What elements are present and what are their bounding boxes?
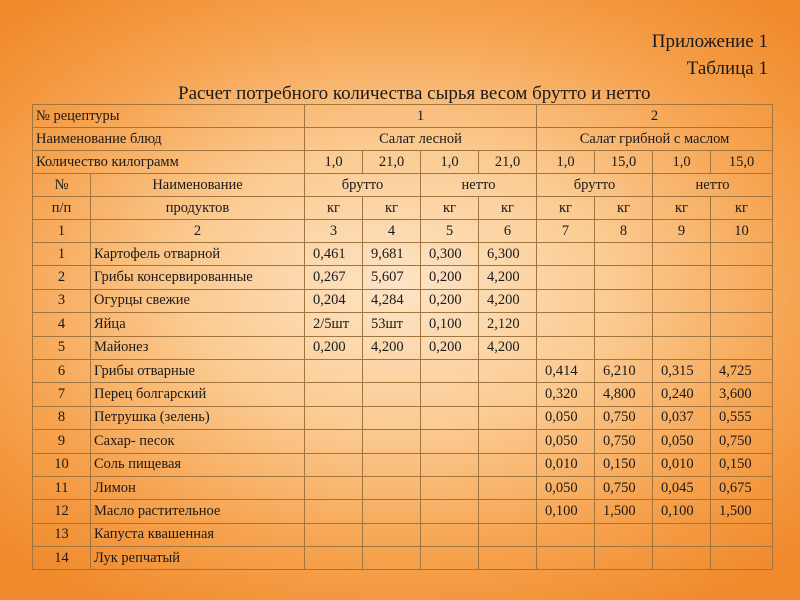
value-cell: 0,200 bbox=[421, 266, 479, 289]
value-cell bbox=[305, 547, 363, 570]
value-cell: 0,050 bbox=[653, 430, 711, 453]
value-cell: 0,200 bbox=[305, 336, 363, 359]
value-cell bbox=[363, 383, 421, 406]
value-cell bbox=[421, 430, 479, 453]
value-cell bbox=[421, 547, 479, 570]
value-cell: 1,500 bbox=[711, 500, 773, 523]
column-number: 6 bbox=[479, 220, 537, 243]
value-cell bbox=[363, 500, 421, 523]
value-cell bbox=[305, 359, 363, 382]
value-cell: 4,200 bbox=[479, 336, 537, 359]
value-cell: 2,120 bbox=[479, 313, 537, 336]
table-row bbox=[33, 289, 773, 312]
table-row bbox=[33, 430, 773, 453]
value-cell: 9,681 bbox=[363, 243, 421, 266]
dish-name-label: Наименование блюд bbox=[33, 128, 305, 151]
kg-qty-cell: 15,0 bbox=[595, 151, 653, 174]
value-cell bbox=[595, 266, 653, 289]
recipe-number-2: 2 bbox=[537, 105, 773, 128]
value-cell bbox=[711, 266, 773, 289]
column-number: 9 bbox=[653, 220, 711, 243]
value-cell bbox=[363, 476, 421, 499]
column-number: 8 bbox=[595, 220, 653, 243]
value-cell: 0,045 bbox=[653, 476, 711, 499]
value-cell: 0,461 bbox=[305, 243, 363, 266]
value-cell bbox=[595, 243, 653, 266]
value-cell bbox=[305, 430, 363, 453]
value-cell bbox=[479, 430, 537, 453]
value-cell bbox=[305, 523, 363, 546]
table-row bbox=[33, 313, 773, 336]
value-cell bbox=[305, 453, 363, 476]
value-cell bbox=[595, 336, 653, 359]
page-title: Расчет потребного количества сырья весом брутто и нетто bbox=[178, 83, 651, 104]
product-name-cell: Лимон bbox=[91, 476, 305, 499]
value-cell bbox=[305, 383, 363, 406]
kilogram-quantity-label: Количество килограмм bbox=[33, 151, 305, 174]
value-cell bbox=[653, 523, 711, 546]
value-cell bbox=[421, 383, 479, 406]
product-name-cell: Грибы консервированные bbox=[91, 266, 305, 289]
column-number: 1 bbox=[33, 220, 91, 243]
value-cell bbox=[363, 453, 421, 476]
value-cell bbox=[711, 289, 773, 312]
value-cell bbox=[595, 289, 653, 312]
row-number-cell: 13 bbox=[33, 523, 91, 546]
table-row bbox=[33, 476, 773, 499]
value-cell: 0,050 bbox=[537, 430, 595, 453]
value-cell bbox=[363, 406, 421, 429]
value-cell: 0,750 bbox=[595, 430, 653, 453]
value-cell: 1,500 bbox=[595, 500, 653, 523]
appendix-label: Приложение 1 bbox=[651, 31, 768, 52]
value-cell: 0,315 bbox=[653, 359, 711, 382]
value-cell: 4,800 bbox=[595, 383, 653, 406]
product-name-header-bottom: продуктов bbox=[91, 197, 305, 220]
kg-qty-cell: 1,0 bbox=[305, 151, 363, 174]
column-header-row-2 bbox=[33, 197, 773, 220]
value-cell bbox=[305, 476, 363, 499]
column-number: 5 bbox=[421, 220, 479, 243]
value-cell: 0,200 bbox=[421, 336, 479, 359]
value-cell: 4,284 bbox=[363, 289, 421, 312]
kg-qty-cell: 15,0 bbox=[711, 151, 773, 174]
table-row bbox=[33, 547, 773, 570]
kg-qty-cell: 21,0 bbox=[363, 151, 421, 174]
value-cell bbox=[537, 313, 595, 336]
value-cell: 3,600 bbox=[711, 383, 773, 406]
value-cell: 0,010 bbox=[653, 453, 711, 476]
value-cell bbox=[595, 547, 653, 570]
table-row bbox=[33, 266, 773, 289]
unit-kg-header: кг bbox=[479, 197, 537, 220]
value-cell bbox=[537, 266, 595, 289]
product-name-cell: Яйца bbox=[91, 313, 305, 336]
value-cell: 0,150 bbox=[595, 453, 653, 476]
value-cell bbox=[421, 359, 479, 382]
value-cell bbox=[305, 500, 363, 523]
value-cell bbox=[363, 430, 421, 453]
value-cell bbox=[479, 547, 537, 570]
column-header-row-1 bbox=[33, 174, 773, 197]
value-cell: 0,750 bbox=[595, 476, 653, 499]
value-cell bbox=[595, 313, 653, 336]
column-number: 4 bbox=[363, 220, 421, 243]
value-cell: 4,200 bbox=[479, 266, 537, 289]
table-row bbox=[33, 406, 773, 429]
value-cell: 0,750 bbox=[711, 430, 773, 453]
dish-name-row bbox=[33, 128, 773, 151]
unit-kg-header: кг bbox=[421, 197, 479, 220]
product-name-cell: Майонез bbox=[91, 336, 305, 359]
value-cell: 0,150 bbox=[711, 453, 773, 476]
value-cell bbox=[711, 313, 773, 336]
value-cell: 0,675 bbox=[711, 476, 773, 499]
row-number-cell: 4 bbox=[33, 313, 91, 336]
product-name-cell: Петрушка (зелень) bbox=[91, 406, 305, 429]
value-cell bbox=[479, 383, 537, 406]
value-cell bbox=[537, 336, 595, 359]
table-row bbox=[33, 359, 773, 382]
value-cell bbox=[363, 359, 421, 382]
value-cell bbox=[711, 547, 773, 570]
table-number-label: Таблица 1 bbox=[686, 58, 768, 79]
value-cell bbox=[653, 243, 711, 266]
value-cell bbox=[479, 453, 537, 476]
product-name-cell: Лук репчатый bbox=[91, 547, 305, 570]
value-cell: 6,300 bbox=[479, 243, 537, 266]
product-name-cell: Капуста квашенная bbox=[91, 523, 305, 546]
value-cell: 0,100 bbox=[653, 500, 711, 523]
value-cell bbox=[537, 243, 595, 266]
table-row bbox=[33, 336, 773, 359]
value-cell: 0,320 bbox=[537, 383, 595, 406]
value-cell: 4,725 bbox=[711, 359, 773, 382]
value-cell bbox=[711, 243, 773, 266]
value-cell: 0,100 bbox=[421, 313, 479, 336]
value-cell: 4,200 bbox=[479, 289, 537, 312]
value-cell bbox=[653, 289, 711, 312]
value-cell bbox=[711, 523, 773, 546]
row-number-cell: 2 bbox=[33, 266, 91, 289]
value-cell bbox=[653, 266, 711, 289]
value-cell: 5,607 bbox=[363, 266, 421, 289]
product-name-cell: Грибы отварные bbox=[91, 359, 305, 382]
value-cell: 0,037 bbox=[653, 406, 711, 429]
value-cell bbox=[479, 476, 537, 499]
brutto-header-1: брутто bbox=[305, 174, 421, 197]
product-name-cell: Огурцы свежие bbox=[91, 289, 305, 312]
unit-kg-header: кг bbox=[711, 197, 773, 220]
raw-materials-table bbox=[32, 104, 773, 570]
value-cell: 2/5шт bbox=[305, 313, 363, 336]
value-cell: 0,414 bbox=[537, 359, 595, 382]
value-cell bbox=[537, 289, 595, 312]
value-cell bbox=[479, 500, 537, 523]
value-cell bbox=[653, 547, 711, 570]
row-number-cell: 12 bbox=[33, 500, 91, 523]
product-name-header-top: Наименование bbox=[91, 174, 305, 197]
kilogram-quantity-row bbox=[33, 151, 773, 174]
product-name-cell: Масло растительное bbox=[91, 500, 305, 523]
table-row bbox=[33, 243, 773, 266]
kg-qty-cell: 1,0 bbox=[421, 151, 479, 174]
product-name-cell: Соль пищевая bbox=[91, 453, 305, 476]
product-name-cell: Сахар- песок bbox=[91, 430, 305, 453]
value-cell bbox=[653, 313, 711, 336]
value-cell: 53шт bbox=[363, 313, 421, 336]
unit-kg-header: кг bbox=[653, 197, 711, 220]
value-cell bbox=[363, 547, 421, 570]
netto-header-2: нетто bbox=[653, 174, 773, 197]
kg-qty-cell: 1,0 bbox=[653, 151, 711, 174]
value-cell: 0,300 bbox=[421, 243, 479, 266]
row-number-cell: 1 bbox=[33, 243, 91, 266]
unit-kg-header: кг bbox=[363, 197, 421, 220]
row-number-cell: 10 bbox=[33, 453, 91, 476]
value-cell bbox=[421, 453, 479, 476]
value-cell: 0,750 bbox=[595, 406, 653, 429]
value-cell: 6,210 bbox=[595, 359, 653, 382]
kg-qty-cell: 1,0 bbox=[537, 151, 595, 174]
row-number-cell: 14 bbox=[33, 547, 91, 570]
product-name-cell: Картофель отварной bbox=[91, 243, 305, 266]
table-row bbox=[33, 523, 773, 546]
unit-kg-header: кг bbox=[305, 197, 363, 220]
table-row bbox=[33, 453, 773, 476]
value-cell: 0,200 bbox=[421, 289, 479, 312]
value-cell: 0,555 bbox=[711, 406, 773, 429]
value-cell bbox=[479, 406, 537, 429]
value-cell bbox=[421, 476, 479, 499]
value-cell bbox=[479, 359, 537, 382]
row-number-header-bottom: п/п bbox=[33, 197, 91, 220]
value-cell bbox=[711, 336, 773, 359]
column-number: 3 bbox=[305, 220, 363, 243]
dish-name-1: Салат лесной bbox=[305, 128, 537, 151]
recipe-number-label: № рецептуры bbox=[33, 105, 305, 128]
netto-header-1: нетто bbox=[421, 174, 537, 197]
row-number-cell: 6 bbox=[33, 359, 91, 382]
row-number-header-top: № bbox=[33, 174, 91, 197]
recipe-number-row bbox=[33, 105, 773, 128]
table-row bbox=[33, 383, 773, 406]
row-number-cell: 9 bbox=[33, 430, 91, 453]
value-cell: 0,050 bbox=[537, 476, 595, 499]
row-number-cell: 3 bbox=[33, 289, 91, 312]
column-number: 7 bbox=[537, 220, 595, 243]
value-cell: 4,200 bbox=[363, 336, 421, 359]
row-number-cell: 7 bbox=[33, 383, 91, 406]
brutto-header-2: брутто bbox=[537, 174, 653, 197]
unit-kg-header: кг bbox=[537, 197, 595, 220]
value-cell bbox=[595, 523, 653, 546]
kg-qty-cell: 21,0 bbox=[479, 151, 537, 174]
value-cell bbox=[537, 523, 595, 546]
value-cell: 0,050 bbox=[537, 406, 595, 429]
row-number-cell: 5 bbox=[33, 336, 91, 359]
table-row bbox=[33, 500, 773, 523]
recipe-number-1: 1 bbox=[305, 105, 537, 128]
product-name-cell: Перец болгарский bbox=[91, 383, 305, 406]
row-number-cell: 11 bbox=[33, 476, 91, 499]
value-cell bbox=[537, 547, 595, 570]
value-cell bbox=[421, 523, 479, 546]
row-number-cell: 8 bbox=[33, 406, 91, 429]
value-cell bbox=[421, 500, 479, 523]
value-cell bbox=[421, 406, 479, 429]
column-number: 10 bbox=[711, 220, 773, 243]
value-cell: 0,240 bbox=[653, 383, 711, 406]
value-cell: 0,204 bbox=[305, 289, 363, 312]
value-cell: 0,010 bbox=[537, 453, 595, 476]
value-cell bbox=[479, 523, 537, 546]
column-number-row bbox=[33, 220, 773, 243]
value-cell bbox=[653, 336, 711, 359]
column-number: 2 bbox=[91, 220, 305, 243]
unit-kg-header: кг bbox=[595, 197, 653, 220]
value-cell bbox=[363, 523, 421, 546]
dish-name-2: Салат грибной с маслом bbox=[537, 128, 773, 151]
value-cell bbox=[305, 406, 363, 429]
value-cell: 0,100 bbox=[537, 500, 595, 523]
value-cell: 0,267 bbox=[305, 266, 363, 289]
